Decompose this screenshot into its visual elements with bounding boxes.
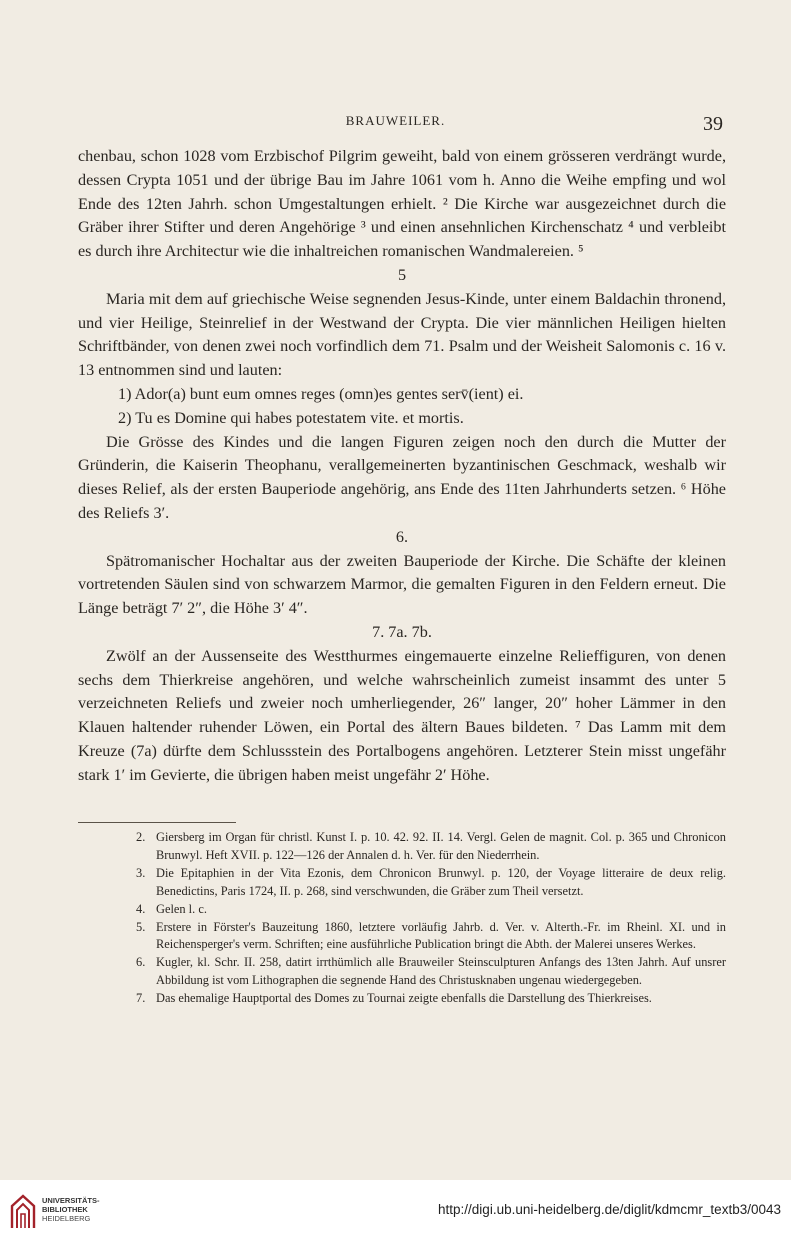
footnote-text: Kugler, kl. Schr. II. 258, datirt irrthümlich alle Brauweiler Steinsculpturen Anfangs des 13ten Jahrh. Auf unsrer Abbildung ist vom Lithographen die segnende Hand des Christusknaben ungenau wiedergegeben.	[156, 955, 726, 988]
footnotes	[136, 829, 726, 1008]
footnote-text: Gelen l. c.	[156, 901, 207, 916]
footnote-number: 7.	[136, 991, 146, 1006]
footnote	[136, 865, 726, 901]
section-number-5: 5	[397, 265, 407, 284]
footnote-number: 4.	[136, 901, 146, 916]
footnote	[136, 829, 726, 865]
paragraph-4: Spätromanischer Hochaltar aus der zweiten Bauperiode der Kirche. Die Schäfte der kleinen vortretenden Säulen sind von schwarzem Marmor, die gemalten Figuren in den Feldern erneut. Die Länge beträgt 7′ 2″, die Höhe 3′ 4″.	[78, 551, 726, 618]
footnote	[136, 954, 726, 990]
footer-bar	[0, 1180, 791, 1244]
footnote	[136, 901, 726, 919]
section-number-7: 7. 7a. 7b.	[372, 622, 432, 641]
permalink-url[interactable]: http://digi.ub.uni-heidelberg.de/diglit/kdmcmr_textb3/0043	[438, 1202, 781, 1217]
library-logo[interactable]	[42, 1196, 100, 1223]
inscription-1: 1) Ador(a) bunt eum omnes reges (omn)es gentes serv̄(ient) ei.	[118, 384, 524, 403]
paragraph-5: Zwölf an der Aussenseite des Westthurmes eingemauerte einzelne Relieffiguren, von denen sechs dem Thierkreise angehören, und welche wahrscheinlich zumeist insammt des unter 5 verzeichneten Reliefs und zweier noch umherliegender, 26″ langer, 20″ hoher Lämmer in den Klauen haltender ruhender Löwen, ein Portal des ältern Baues bildeten. ⁷ Das Lamm mit dem Kreuze (7a) dürfte dem Schlussstein des Portalbogens angehören. Letzterer Stein misst ungefähr stark 1′ im Gevierte, die übrigen haben meist ungefähr 2′ Höhe.	[78, 646, 726, 784]
footnote	[136, 919, 726, 955]
paragraph-1: chenbau, schon 1028 vom Erzbischof Pilgrim geweiht, bald von einem grösseren verdrängt wurde, dessen Crypta 1051 und der übrige Bau im Jahre 1061 vom h. Anno die Weihe empfing und wol Ende des 12ten Jahrh. schon Umgestaltungen erhielt. ² Die Kirche war ausgezeichnet durch die Gräber ihrer Stifter und deren Angehörige ³ und einen ansehnlichen Kirchenschatz ⁴ und verbleibt es durch ihre Architectur wie die inhaltreichen romanischen Wandmalereien. ⁵	[78, 147, 726, 261]
inscription-2: 2) Tu es Domine qui habes potestatem vite. et mortis.	[118, 408, 464, 427]
footnote-text: Erstere in Förster's Bauzeitung 1860, letztere vorläufig Jahrb. d. Ver. v. Alterth.-Fr. im Rheinl. XI. und in Reichensperger's verm. Schriften; eine ausführliche Publication bringt die Abth. der Malerei unseres Werkes.	[156, 919, 726, 952]
logo-line-1: UNIVERSITÄTS-	[42, 1196, 100, 1205]
footnote-text: Die Epitaphien in der Vita Ezonis, dem Chronicon Brunwyl. p. 120, der Voyage litteraire de deux relig. Benedictins, Paris 1724, II. p. 268, sind verschwunden, die Gräber zum Theil versetzt.	[156, 865, 726, 898]
footnote-text: Giersberg im Organ für christl. Kunst I. p. 10. 42. 92. II. 14. Vergl. Gelen de magnit. Col. p. 365 und Chronicon Brunwyl. Heft XVII. p. 122—126 der Annalen d. h. Ver. für den Niederrhein.	[156, 830, 726, 862]
paragraph-3: Die Grösse des Kindes und die langen Figuren zeigen noch den durch die Mutter der Gründerin, die Kaiserin Theophanu, verallgemeinerten byzantinischen Geschmack, weshalb wir dieses Relief, als der ersten Bauperiode angehörig, ans Ende des 11ten Jahrhunderts setzen. ⁶ Höhe des Reliefs 3′.	[78, 432, 726, 522]
page-number: 39	[703, 113, 723, 135]
footnote-number: 2.	[136, 830, 146, 844]
footnote-number: 6.	[136, 955, 146, 970]
footnote-rule	[78, 822, 236, 823]
section-number-6: 6.	[395, 527, 409, 546]
footnote-number: 5.	[136, 919, 146, 934]
running-head: BRAUWEILER.	[345, 113, 446, 128]
footnote-text: Das ehemalige Hauptportal des Domes zu Tournai zeigte ebenfalls die Darstellung des Thierkreises.	[156, 991, 652, 1006]
university-seal-icon	[8, 1192, 38, 1232]
logo-line-2: BIBLIOTHEK	[42, 1205, 88, 1214]
footnote-number: 3.	[136, 865, 146, 880]
logo-line-3: HEIDELBERG	[42, 1214, 91, 1223]
footnote	[136, 990, 726, 1008]
body-text	[78, 145, 726, 788]
paragraph-2: Maria mit dem auf griechische Weise segnenden Jesus-Kinde, unter einem Baldachin thronend, und vier Heilige, Steinrelief in der Westwand der Crypta. Die vier männlichen Heiligen hielten Schriftbänder, von denen zwei noch vorfindlich dem 71. Psalm und der Weisheit Salomonis c. 16 v. 13 entnommen sind und lauten:	[78, 289, 726, 380]
